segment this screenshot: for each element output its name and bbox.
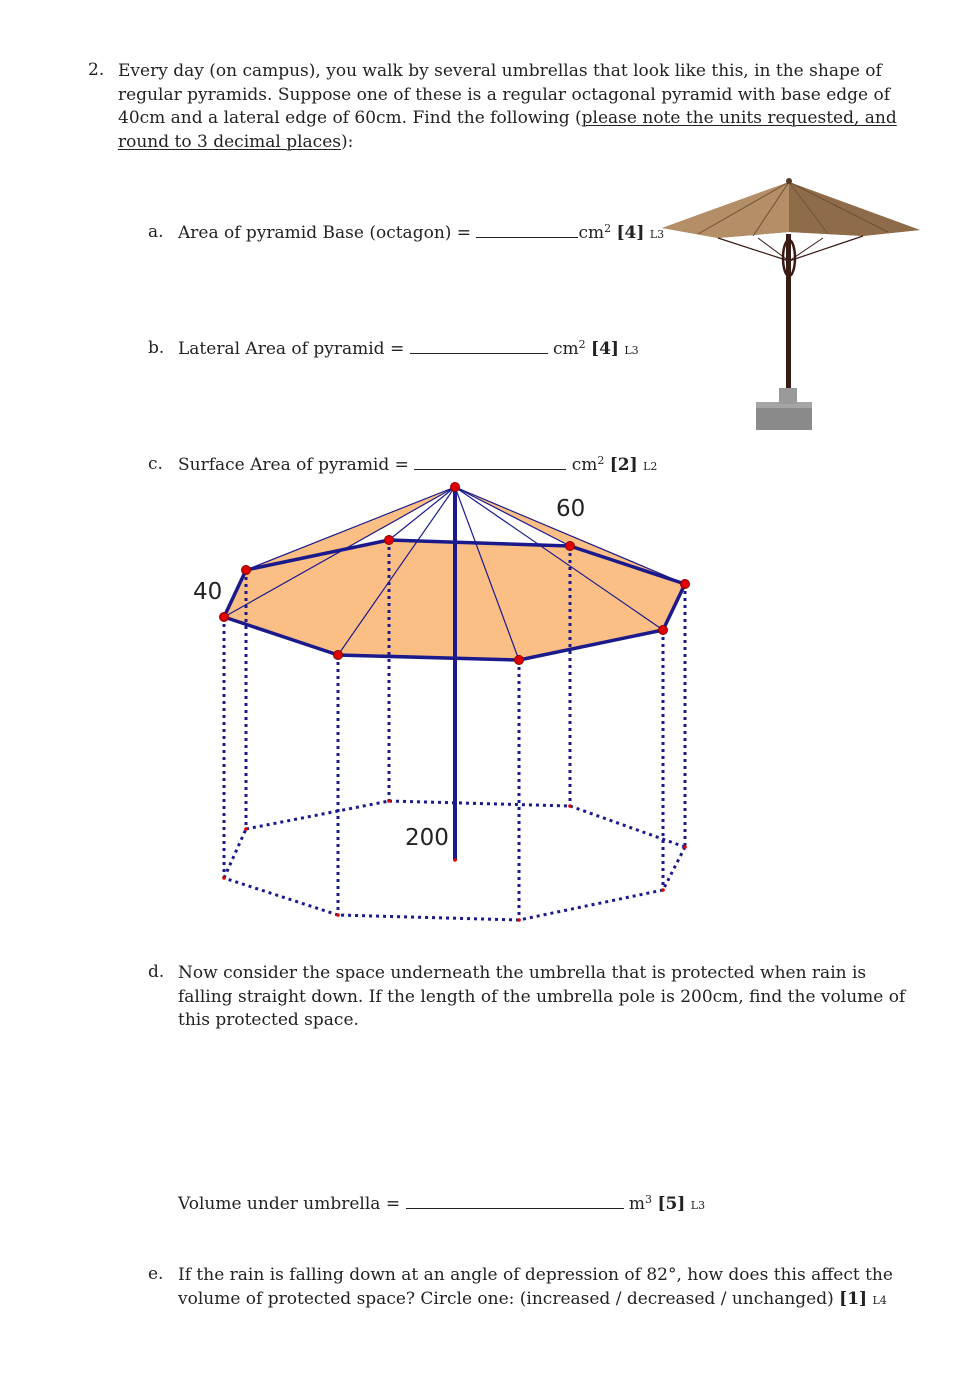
part-d-label: d. [148, 962, 165, 982]
part-b-body [178, 338, 639, 363]
part-c-level: L2 [643, 460, 658, 473]
part-b-exp: 2 [578, 338, 586, 351]
bottom-edge-dotted-2 [246, 801, 389, 829]
base-vertex-3 [385, 536, 394, 545]
part-d-answer-body [178, 1193, 705, 1218]
bottom-edge-dotted-7 [338, 915, 519, 920]
part-c-unit: cm [566, 455, 598, 475]
base-vertex-4 [566, 542, 575, 551]
pole-foot-vertex [453, 858, 457, 862]
pyramid-diagram [0, 470, 978, 940]
answer-blank-b[interactable] [410, 338, 548, 354]
part-a-text: Area of pyramid Base (octagon) = [178, 223, 477, 243]
base-vertex-6 [659, 626, 668, 635]
bottom-edge-dotted-3 [389, 801, 570, 806]
part-a-points: [4] [616, 223, 645, 243]
part-e-label: e. [148, 1264, 164, 1284]
question-text-main: Every day (on campus), you walk by several umbrellas that look like this, in the shape of regular pyramids. Suppose one of these is a regular octagonal pyramid with base edge of 40cm and a lateral edge of 60cm. Find the following ( [118, 61, 891, 128]
base-vertex-7 [515, 656, 524, 665]
bottom-edge-dotted-4 [570, 806, 685, 847]
part-a-body [178, 222, 664, 247]
part-e-text: If the rain is falling down at an angle of depression of 82°, how does this affect the volume of protected space? Circle one: (increased / decreased / unchanged) [178, 1265, 893, 1309]
part-a-unit: cm [578, 223, 605, 243]
part-e-level: L4 [872, 1293, 887, 1307]
question-text-end: ): [341, 131, 354, 152]
part-a-level: L3 [649, 228, 665, 241]
part-c-exp: 2 [597, 454, 605, 467]
base-edge-label: 40 [193, 579, 223, 605]
base-vertex-8 [334, 651, 343, 660]
ground-vertex-3 [387, 799, 391, 803]
part-d-answer-text: Volume under umbrella = [178, 1194, 406, 1214]
bottom-edge-dotted-6 [519, 890, 663, 920]
umbrella-photo [658, 176, 924, 434]
ground-vertex-4 [568, 804, 572, 808]
umbrella-canopy [662, 178, 920, 238]
part-b-points: [4] [591, 339, 619, 359]
part-e-points: [1] [839, 1288, 868, 1309]
answer-blank-d[interactable] [406, 1193, 624, 1209]
lateral-edge-4 [455, 487, 570, 546]
answer-blank-c[interactable] [414, 454, 566, 470]
ground-vertex-1 [222, 876, 226, 880]
base-vertex-1 [220, 613, 229, 622]
answer-blank-a[interactable] [476, 222, 578, 238]
part-c-label: c. [148, 454, 163, 474]
umbrella-stand [756, 388, 812, 430]
question-text [118, 60, 938, 154]
part-d-text: Now consider the space underneath the umbrella that is protected when rain is falling straight down. If the length of the umbrella pole is 200cm, find the volume of this protected space. [178, 963, 906, 1030]
part-d-exp: 3 [645, 1193, 653, 1206]
part-d-level: L3 [690, 1199, 706, 1212]
base-vertex-2 [242, 566, 251, 575]
question-number: 2. [88, 60, 105, 80]
base-vertex-5 [681, 580, 690, 589]
ground-vertex-8 [336, 913, 340, 917]
part-a-exp: 2 [604, 222, 612, 235]
part-a-label: a. [148, 222, 164, 242]
bottom-edge-dotted-1 [224, 829, 246, 878]
part-c-points: [2] [609, 455, 638, 475]
part-b-text: Lateral Area of pyramid = [178, 339, 410, 359]
apex-vertex [451, 483, 460, 492]
ground-vertex-7 [517, 918, 521, 922]
part-b-unit: cm [547, 339, 579, 359]
bottom-edge-dotted-8 [224, 878, 338, 915]
part-c-text: Surface Area of pyramid = [178, 455, 415, 475]
pole-length-label: 200 [405, 825, 449, 851]
part-d-points: [5] [657, 1194, 686, 1214]
ground-vertex-5 [683, 845, 687, 849]
bottom-edge-dotted-5 [663, 847, 685, 890]
part-d-unit: m [623, 1194, 646, 1214]
diagram-root [220, 483, 690, 922]
part-b-level: L3 [624, 344, 639, 357]
question-text-underlined: please note the units requested, and round to 3 decimal places [118, 108, 897, 152]
part-e-body [178, 1264, 918, 1312]
lateral-edge-label: 60 [556, 496, 586, 522]
part-b-label: b. [148, 338, 165, 358]
ground-vertex-2 [244, 827, 248, 831]
ground-vertex-6 [661, 888, 665, 892]
